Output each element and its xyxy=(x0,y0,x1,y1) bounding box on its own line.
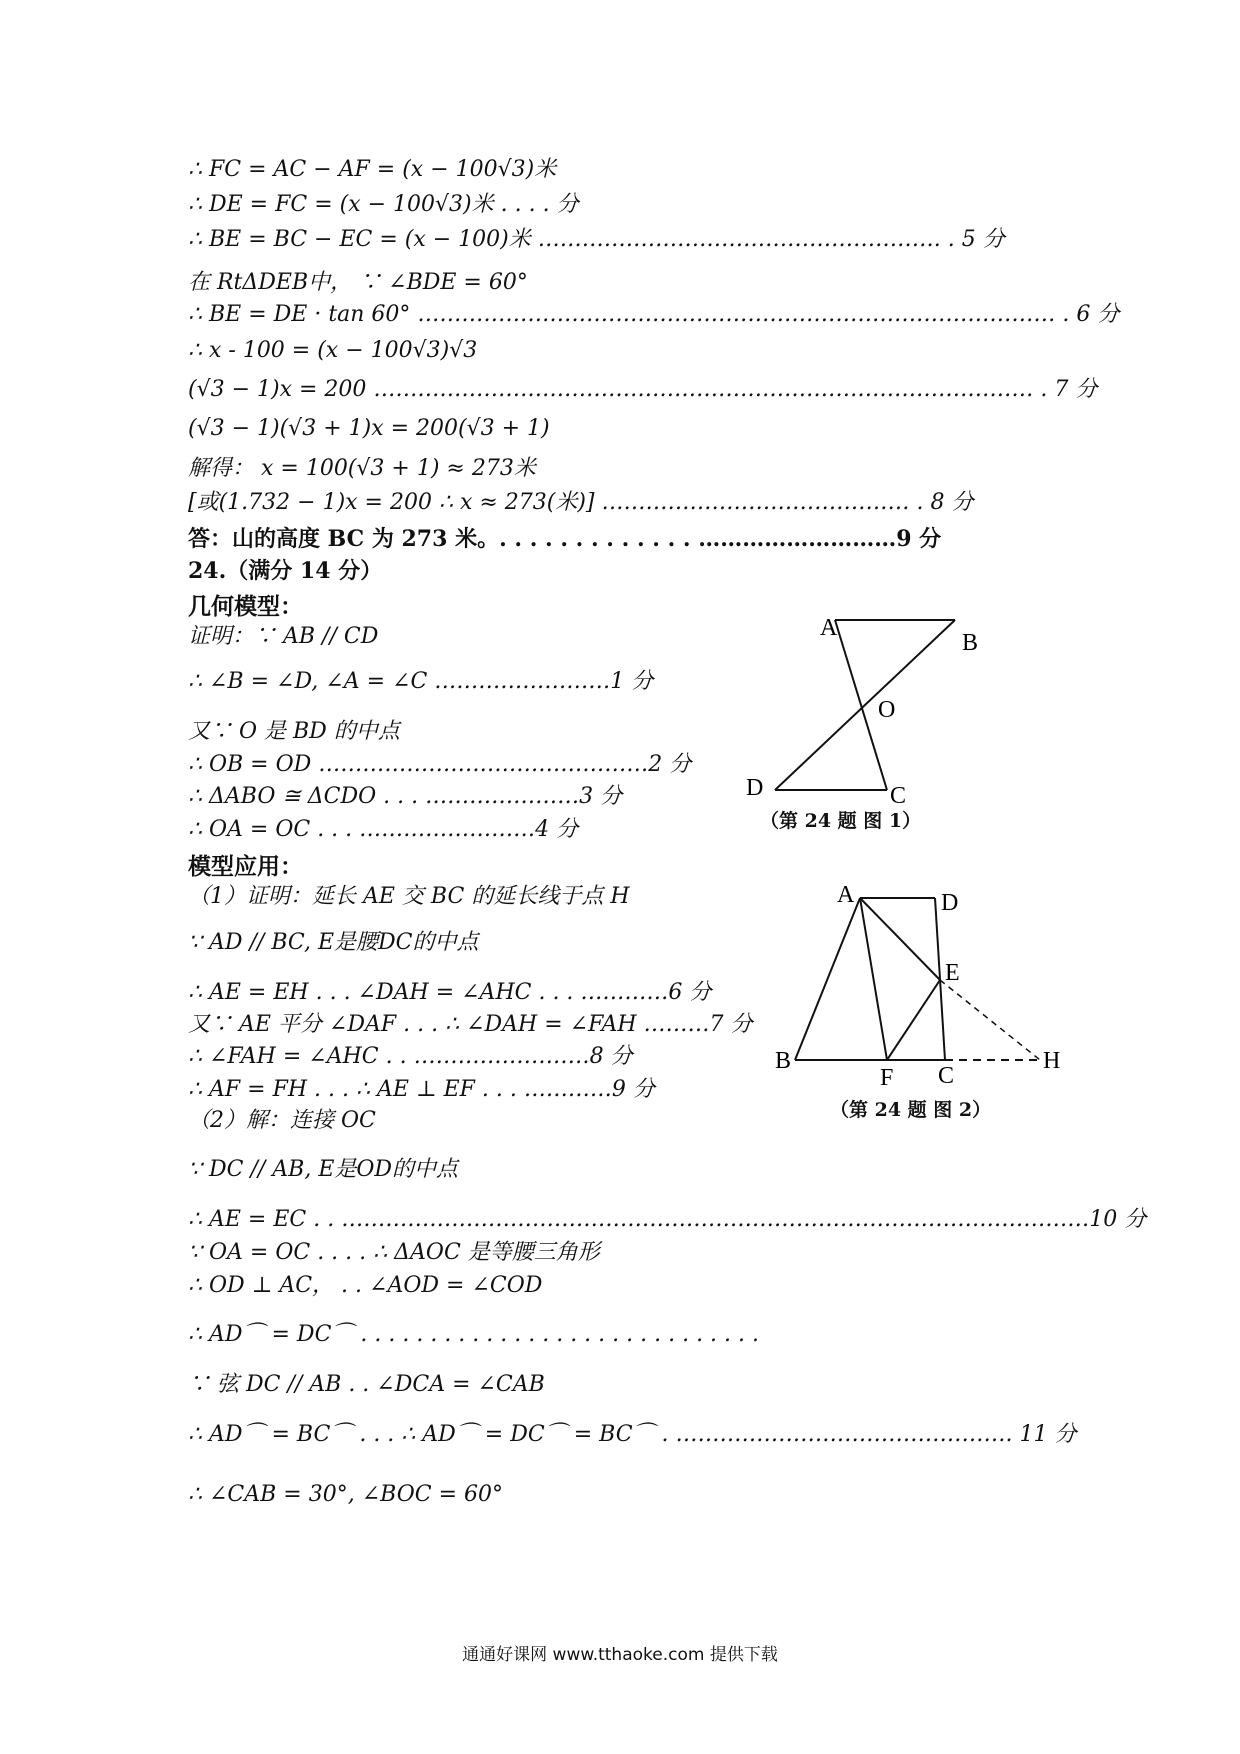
solution-line-7: (√3 − 1)x = 200 ……………………………………………………………………………… . 7 分 xyxy=(188,377,1098,402)
fig2-label-b: B xyxy=(775,1048,792,1074)
app-line-5: ∴ ∠FAH = ∠AHC . . ……………………8 分 xyxy=(188,1044,633,1069)
fig2-label-e: E xyxy=(945,960,960,986)
fig2-label-a: A xyxy=(837,882,855,908)
fig1-label-b: B xyxy=(962,630,979,656)
geo-line-2: ∴ ∠B = ∠D, ∠A = ∠C ……………………1 分 xyxy=(188,669,654,694)
app-line-11: ∴ OD ⊥ AC， . . ∠AOD = ∠COD xyxy=(188,1273,543,1298)
fig1-label-c: C xyxy=(890,783,907,805)
solution-line-9: 解得： x = 100(√3 + 1) ≈ 273米 xyxy=(188,456,536,481)
app-line-6: ∴ AF = FH . . . ∴ AE ⊥ EF . . . …………9 分 xyxy=(188,1077,655,1102)
question-24-header: 24.（满分 14 分） xyxy=(188,558,383,584)
fig2-line-eh-dashed xyxy=(940,980,1040,1060)
fig2-line-ef xyxy=(887,980,940,1060)
fig2-label-d: D xyxy=(941,890,959,916)
solution-line-4: 在 RtΔDEB中， ∵ ∠BDE = 60° xyxy=(188,270,528,295)
app-line-3: ∴ AE = EH . . . ∠DAH = ∠AHC . . . …………6 分 xyxy=(188,980,712,1005)
geo-line-5: ∴ ΔABO ≅ ΔCDO . . . …………………3 分 xyxy=(188,784,623,809)
app-line-4: 又∵ AE 平分 ∠DAF . . . ∴ ∠DAH = ∠FAH ………7 分 xyxy=(188,1012,753,1037)
solution-line-8: (√3 − 1)(√3 + 1)x = 200(√3 + 1) xyxy=(188,416,550,441)
figure-2-caption: （第 24 题 图 2） xyxy=(830,1099,992,1121)
solution-line-2: ∴ DE = FC = (x − 100√3)米 . . . . 分 xyxy=(188,192,579,217)
geo-line-3: 又∵ O 是 BD 的中点 xyxy=(188,719,400,744)
geo-line-6: ∴ OA = OC . . . ……………………4 分 xyxy=(188,817,579,842)
app-line-15: ∴ ∠CAB = 30°, ∠BOC = 60° xyxy=(188,1482,504,1507)
app-line-2: ∵ AD // BC, E是腰DC的中点 xyxy=(188,930,479,955)
fig1-line-bd xyxy=(775,620,955,790)
solution-line-1: ∴ FC = AC − AF = (x − 100√3)米 xyxy=(188,157,557,182)
app-line-14: ∴ AD⌒ = BC⌒ . . . ∴ AD⌒ = DC⌒ = BC⌒ . ………………………………………. 11 分 xyxy=(188,1422,1077,1447)
fig1-label-a: A xyxy=(820,615,838,641)
figure-2-diagram xyxy=(775,880,1075,1090)
section-model-application: 模型应用： xyxy=(188,854,303,880)
fig2-label-c: C xyxy=(938,1063,955,1089)
fig2-line-ab xyxy=(795,898,860,1060)
fig1-label-o: O xyxy=(878,697,896,723)
solution-line-5: ∴ BE = DE · tan 60° …………………………………………………………………………… . 6 分 xyxy=(188,302,1120,327)
solution-line-10: [或(1.732 − 1)x = 200 ∴ x ≈ 273(米)] …………………………………… . 8 分 xyxy=(188,490,974,515)
app-line-1: （1）证明：延长 AE 交 BC 的延长线于点 H xyxy=(188,884,630,909)
answer-line: 答：山的高度 BC 为 273 米。. . . . . . . . . . . . . ………………………9 分 xyxy=(188,526,942,552)
figure-1-diagram xyxy=(740,605,1000,805)
app-line-7: （2）解：连接 OC xyxy=(188,1108,376,1133)
solution-line-6: ∴ x - 100 = (x − 100√3)√3 xyxy=(188,338,478,363)
app-line-13: ∵ 弦 DC // AB . . ∠DCA = ∠CAB xyxy=(188,1372,545,1397)
footer-source: 通通好课网 www.tthaoke.com 提供下载 xyxy=(462,1645,778,1665)
geo-line-1: 证明：∵ AB // CD xyxy=(188,624,379,649)
geo-line-4: ∴ OB = OD ………………………………………2 分 xyxy=(188,752,692,777)
app-line-8: ∵ DC // AB, E是OD的中点 xyxy=(188,1157,459,1182)
fig1-label-d: D xyxy=(746,775,764,801)
app-line-9: ∴ AE = EC . . …………………………………………………………………………………………10 分 xyxy=(188,1207,1147,1232)
fig2-label-h: H xyxy=(1043,1048,1061,1074)
section-geometric-model: 几何模型： xyxy=(188,594,303,620)
fig2-label-f: F xyxy=(880,1065,894,1090)
app-line-12: ∴ AD⌒ = DC⌒ . . . . . . . . . . . . . . . . . . . . . . . . . . . . . xyxy=(188,1322,760,1347)
figure-1-caption: （第 24 题 图 1） xyxy=(760,810,922,832)
app-line-10: ∵ OA = OC . . . . ∴ ΔAOC 是等腰三角形 xyxy=(188,1240,600,1265)
solution-line-3: ∴ BE = BC − EC = (x − 100)米 ………………………………………………. . 5 分 xyxy=(188,227,1005,252)
